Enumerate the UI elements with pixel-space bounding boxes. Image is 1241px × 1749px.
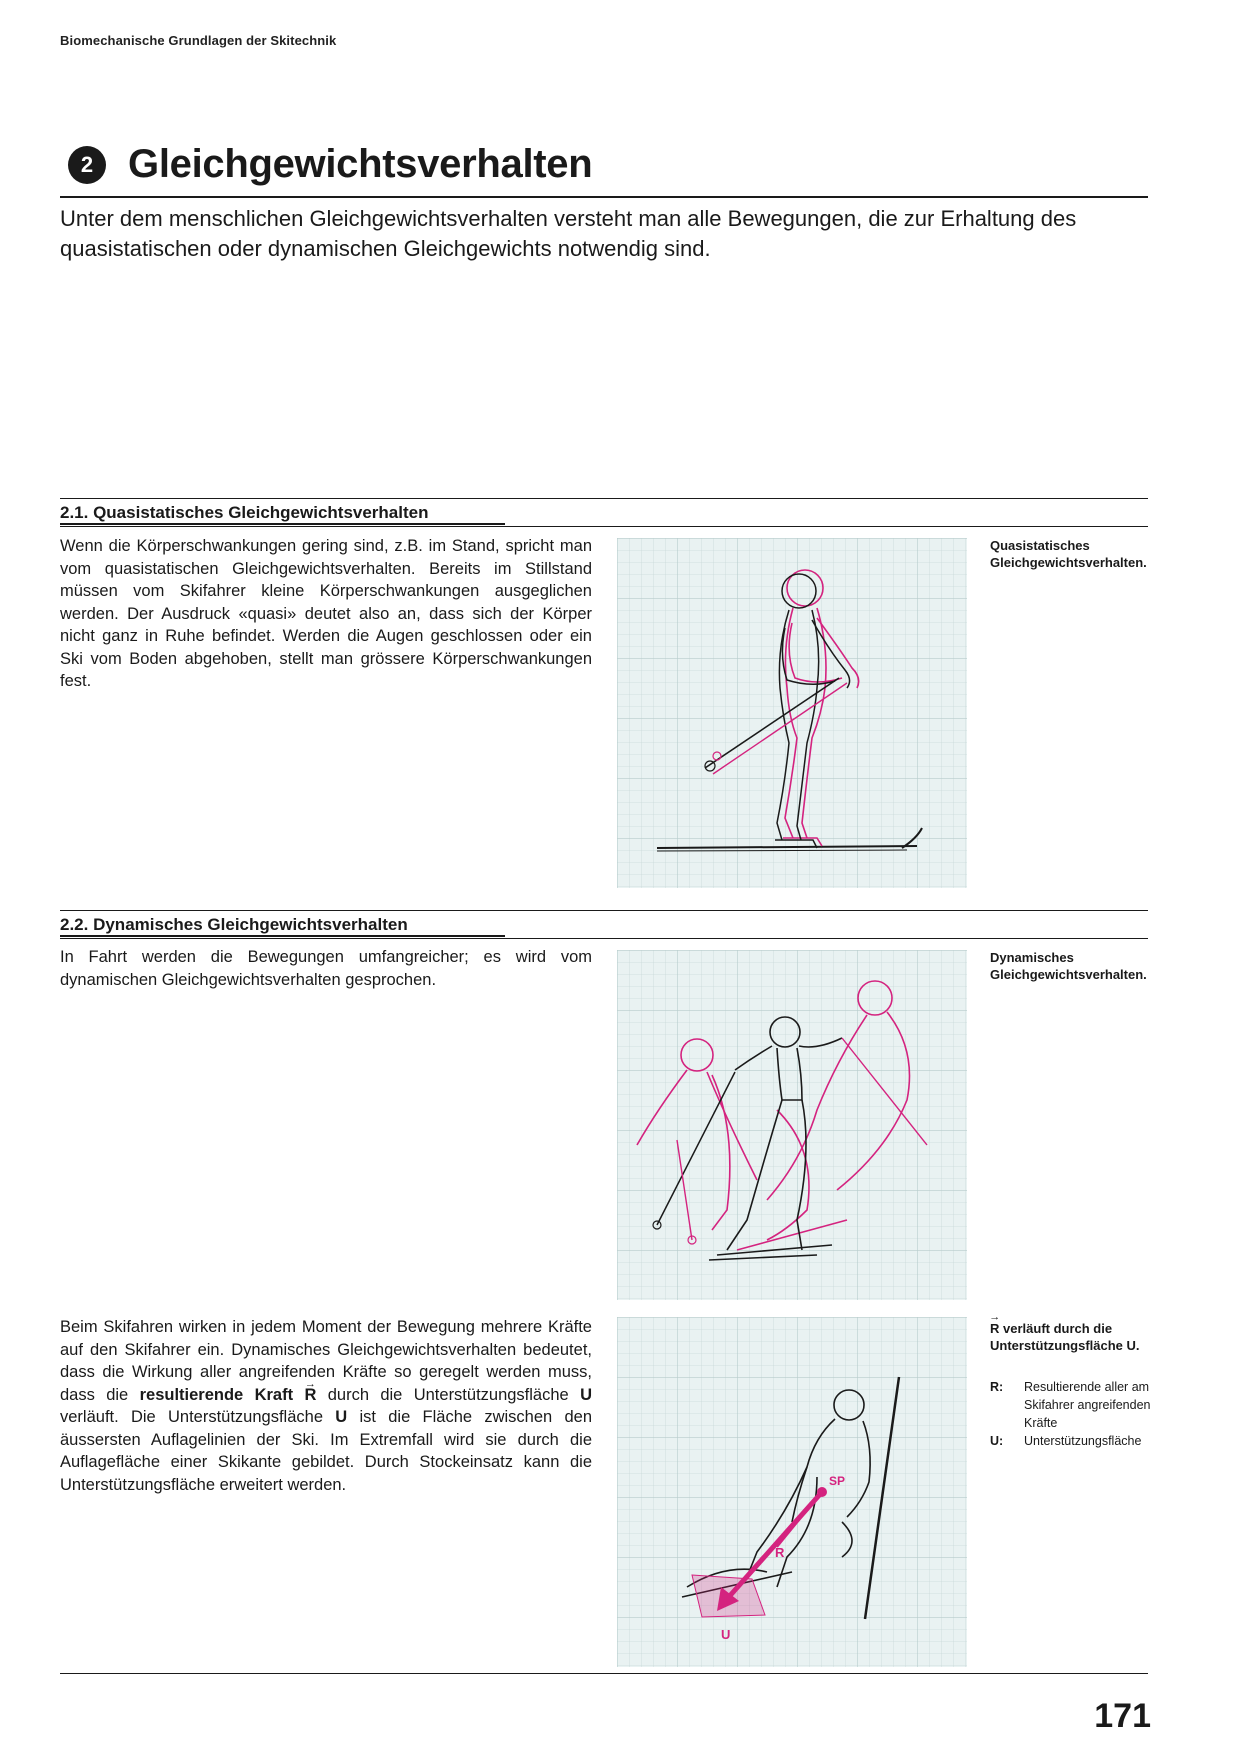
section-3-body-part1: Beim Skifahren wirken in jedem Moment der Bewegung mehrere Kräfte auf den Skifahrer ein. Dynamisches Gleichgewichtsverhalten bedeutet, dass die Wirkung aller angreifenden Kräfte so geregelt werden muss, dass die [60, 1318, 592, 1404]
u-symbol: U [580, 1385, 592, 1404]
figure-legend [990, 1378, 1160, 1450]
chapter-number-badge: 2 [68, 146, 106, 184]
u-symbol-2: U [335, 1408, 348, 1426]
section-3-body-bold: resultierende Kraft [139, 1385, 294, 1404]
figure-r-label: R [775, 1545, 785, 1560]
section-3-body-part3: verläuft. Die Unterstützungsfläche [60, 1408, 323, 1426]
section-2-bottom-rule [60, 938, 1148, 939]
section-2-top-rule [60, 910, 1148, 911]
footer-rule [60, 1673, 1148, 1674]
legend-row-u [990, 1432, 1160, 1450]
figure-quasistatic-skier [617, 538, 967, 888]
page-number: 171 [1094, 1697, 1151, 1735]
figure-resultant-force-skier [617, 1317, 967, 1667]
section-3-body-part4: ist die Fläche zwischen den äussersten Auflagelinien der Ski. Im Extremfall wird sie durch die Auflagefläche einer Skikante gebildet. Durch Stockeinsatz kann die Unterstützungsfläche erweitert werden. [60, 1408, 592, 1494]
section-3-caption-text: verläuft durch die Unterstützungsfläche U. [990, 1321, 1140, 1353]
figure-sp-label: SP [829, 1474, 846, 1488]
section-3-body-part2: durch die Unterstützungsfläche [327, 1385, 569, 1404]
section-1-caption: Quasistatisches Gleichgewichtsverhalten. [990, 538, 1147, 570]
chapter-intro: Unter dem menschlichen Gleichgewichtsverhalten versteht man alle Bewegungen, die zur Erhaltung des quasistatischen oder dynamischen Gleichgewichts notwendig sind. [60, 206, 1077, 261]
section-1-bottom-rule [60, 526, 1148, 527]
legend-key: R: [990, 1380, 1004, 1394]
section-3-body [60, 1316, 592, 1496]
section-2-caption: Dynamisches Gleichgewichtsverhalten. [990, 950, 1147, 982]
legend-text: Unterstützungsfläche [1024, 1434, 1142, 1448]
section-2-title: 2.2. Dynamisches Gleichgewichtsverhalten [60, 915, 408, 934]
vector-r-symbol: → R [304, 1384, 316, 1407]
chapter-rule [60, 196, 1148, 198]
figure-u-label: U [721, 1627, 731, 1642]
section-1-title: 2.1. Quasistatisches Gleichgewichtsverhalten [60, 503, 429, 522]
chapter-title: Gleichgewichtsverhalten [128, 142, 593, 186]
figure-dynamic-skier [617, 950, 967, 1300]
running-head: Biomechanische Grundlagen der Skitechnik [60, 33, 337, 48]
legend-text: Resultierende aller am Skifahrer angreifenden Kräfte [1024, 1380, 1151, 1430]
section-1-body: Wenn die Körperschwankungen gering sind, z.B. im Stand, spricht man vom quasistatischen Gleichgewichtsverhalten. Bereits im Stillstand müssen vom Skifahrer kleine Körperschwankungen ausgeglichen werden. Der Ausdruck «quasi» deutet also an, dass sich der Körper nicht ganz in Ruhe befindet. Werden die Augen geschlossen oder ein Ski vom Boden abgehoben, stellt man grössere Körperschwankungen fest. [60, 537, 592, 690]
section-1-underline [60, 523, 505, 525]
caption-vector-r-symbol: → R [990, 1320, 999, 1337]
legend-row-r [990, 1378, 1160, 1432]
chapter-heading [68, 142, 592, 187]
legend-key: U: [990, 1434, 1004, 1448]
section-2-underline [60, 935, 505, 937]
section-2-body: In Fahrt werden die Bewegungen umfangreicher; es wird vom dynamischen Gleichgewichtsverhalten gesprochen. [60, 948, 592, 989]
section-1-top-rule [60, 498, 1148, 499]
section-3-caption [990, 1320, 1150, 1354]
